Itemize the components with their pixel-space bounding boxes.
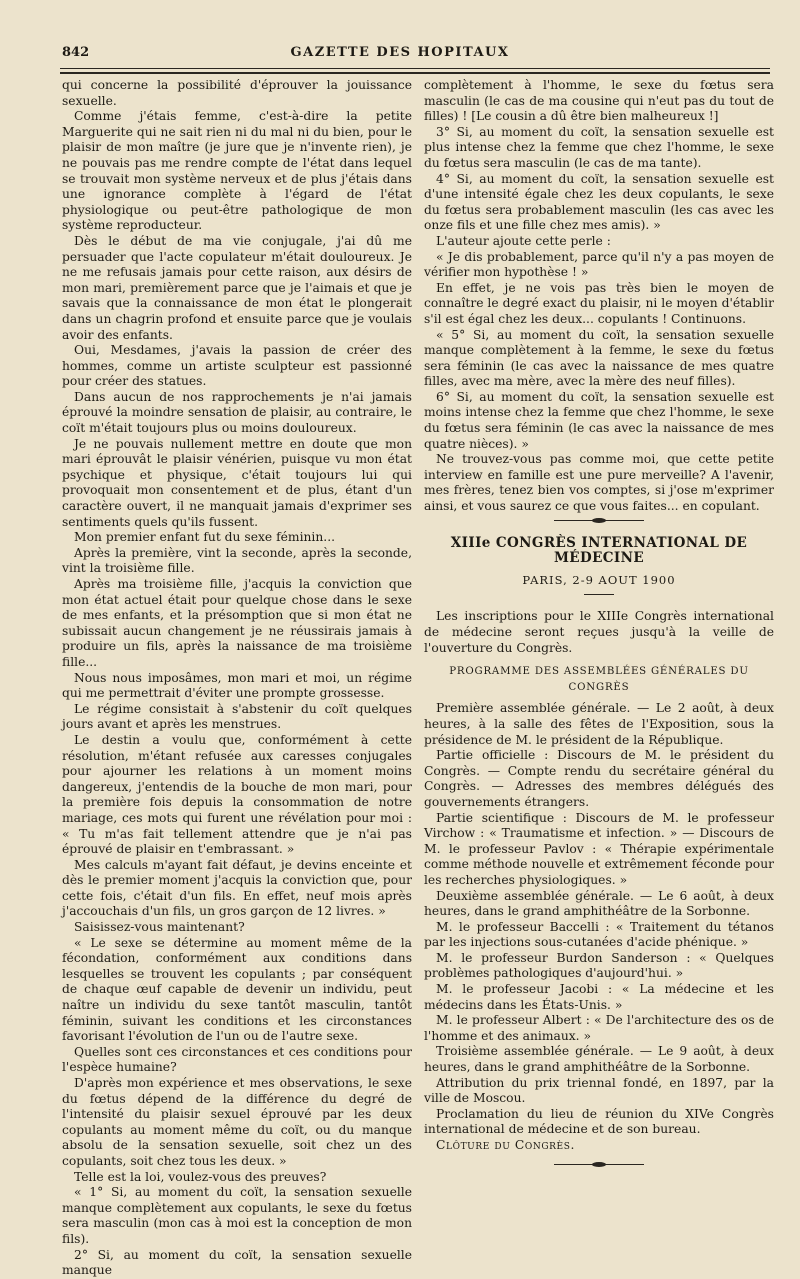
paragraph: Nous nous imposâmes, mon mari et moi, un régime qui me permettrait d'éviter une prompte grossesse. [62,670,412,701]
paragraph: qui concerne la possibilité d'éprouver la jouissance sexuelle. [62,78,412,108]
paragraph: 3° Si, au moment du coït, la sensation sexuelle est plus intense chez la femme que chez l'homme, le sexe du fœtus sera masculin (le cas de ma tante). [424,124,774,170]
paragraph: Oui, Mesdames, j'avais la passion de créer des hommes, comme un artiste sculpteur est passionné pour créer des statues. [62,343,412,389]
paragraph: Ne trouvez-vous pas comme moi, que cette petite interview en famille est une pure merveille? A l'avenir, mes frères, tenez bien vos comptes, si j'ose m'exprimer ainsi, et vous saurez ce que vous faites... en copulant. [424,452,774,514]
program-paragraph: M. le professeur Jacobi : « La médecine et les médecins dans les États-Unis. » [424,982,774,1012]
paragraph: Après la première, vint la seconde, après la seconde, vint la troisième fille. [62,545,412,576]
page-number: 842 [62,45,90,60]
paragraph: Mes calculs m'ayant fait défaut, je devins enceinte et dès le premier moment j'acquis la conviction que, pour cette fois, c'était d'un fils. En effet, neuf mois après j'accouchais d'un fils, un gros garçon de 12 livres. » [62,857,412,919]
paragraph: L'auteur ajoute cette perle : [436,233,611,248]
paragraph: 6° Si, au moment du coït, la sensation sexuelle est moins intense chez la femme que chez l'homme, le sexe du fœtus sera féminin (le cas avec la naissance de mes quatre nièces). » [424,389,774,451]
paragraph: « 1° Si, au moment du coït, la sensation sexuelle manque complètement aux copulants, le sexe du fœtus sera masculin (mon cas à moi est la conception de mon fils). [62,1185,412,1246]
program-paragraph: Première assemblée générale. — Le 2 août, à deux heures, à la salle des fêtes de l'Exposition, sous la présidence de M. le président de la République. [424,701,774,747]
program-paragraph: M. le professeur Baccelli : « Traitement du tétanos par les injections sous-cutanées d'acide phénique. » [424,919,774,950]
paragraph: Mon premier enfant fut du sexe féminin... [74,530,336,545]
paragraph: complètement à l'homme, le sexe du fœtus sera masculin (le cas de ma cousine qui n'eut pas du tout de filles) ! [Le cousin a dû être bien malheureux !] [424,78,774,124]
program-heading: PROGRAMME DES ASSEMBLÉES GÉNÉRALES DU CONGRÈS [449,666,749,693]
congress-date: PARIS, 2-9 AOUT 1900 [522,572,676,587]
ornamental-separator [554,520,644,524]
ornamental-separator [554,1164,644,1168]
header-rule-thick [60,72,770,74]
left-column [62,78,412,1279]
paragraph: Quelles sont ces circonstances et ces conditions pour l'espèce humaine? [62,1044,412,1075]
program-paragraph: Proclamation du lieu de réunion du XIVe Congrès international de médecine et de son bureau. [424,1106,774,1137]
paragraph: 2° Si, au moment du coït, la sensation sexuelle manque [62,1247,412,1278]
program-paragraph: Attribution du prix triennal fondé, en 1897, par la ville de Moscou. [424,1075,774,1106]
program-paragraph: M. le professeur Albert : « De l'architecture des os de l'homme et des animaux. » [424,1013,774,1043]
paragraph: Saisissez-vous maintenant? [74,920,245,935]
paragraph: « Je dis probablement, parce qu'il n'y a pas moyen de vérifier mon hypothèse ! » [424,249,774,280]
congress-intro: Les inscriptions pour le XIIIe Congrès international de médecine seront reçues jusqu'à la veille de l'ouverture du Congrès. [424,609,774,655]
paragraph: Comme j'étais femme, c'est-à-dire la petite Marguerite qui ne sait rien ni du mal ni du bien, pour le plaisir de mon maître (je jure que je n'invente rien), je ne pouvais pas me rendre compte de l'état dans lequel se trouvait mon système nerveux et de plus j'étais dans une ignorance complète à l'égard de l'état physiologique ou peut-être pathologique de mon système reproducteur. [62,109,412,233]
program-paragraph: Partie officielle : Discours de M. le président du Congrès. — Compte rendu du secrétaire général du Congrès. — Adresses des membres délégués des gouvernements étrangers. [424,748,774,809]
paragraph: « Le sexe se détermine au moment même de la fécondation, conformément aux conditions dans lesquelles se trouvent les copulants ; par conséquent de chaque œuf capable de devenir un individu, peut naître un individu du sexe tantôt masculin, tantôt féminin, suivant les conditions et les circonstances favorisant l'évolution de l'un ou de l'autre sexe. [62,935,412,1044]
paragraph: Après ma troisième fille, j'acquis la conviction que mon état actuel était pour quelque chose dans le sexe de mes enfants, et la présomption que si mon état ne subissait aucun changement je ne réussirais jamais à produire un fils, après la naissance de ma troisième fille... [62,577,412,669]
paragraph: « 5° Si, au moment du coït, la sensation sexuelle manque complètement à la femme, le sexe du fœtus sera féminin (le cas avec la naissance de mes quatre filles, avec ma mère, avec la mère des neuf filles). [424,327,774,389]
paragraph: Le destin a voulu que, conformément à cette résolution, m'étant refusée aux caresses conjugales pour ajourner les relations à un moment moins dangereux, j'entendis de la bouche de mon mari, pour la première fois depuis la consommation de notre mariage, ces mots qui furent une révélation pour moi : « Tu m'as fait tellement attendre que je n'ai pas éprouvé de plaisir en t'embrassant. » [62,732,412,857]
paragraph: Telle est la loi, voulez-vous des preuves? [74,1169,327,1184]
paragraph: Dans aucun de nos rapprochements je n'ai jamais éprouvé la moindre sensation de plaisir, au contraire, le coït m'était toujours plus ou moins douloureux. [62,389,412,436]
paragraph: Le régime consistait à s'abstenir du coït quelques jours avant et après les menstrues. [62,701,412,732]
paragraph: Dès le début de ma vie conjugale, j'ai dû me persuader que l'acte copulateur m'était douloureux. Je ne me refusais jamais pour cette raison, aux désirs de mon mari, premièrement parce que je l'aimais et que je savais que la connaissance de mon état le plongerait dans un chagrin profond et ensuite parce que je voulais avoir des enfants. [62,233,412,342]
header-rule [60,68,770,69]
program-paragraph: Partie scientifique : Discours de M. le professeur Virchow : « Traumatisme et infection. » — Discours de M. le professeur Pavlov : « Thérapie expérimentale comme méthode nouvelle et extrêmement féconde pour les recherches physiologiques. » [424,810,774,887]
right-column [424,78,774,1180]
program-paragraph: Deuxième assemblée générale. — Le 6 août, à deux heures, dans le grand amphithéâtre de la Sorbonne. [424,888,774,919]
closing-line: Clôture du Congrès. [436,1138,575,1152]
paragraph: Je ne pouvais nullement mettre en doute que mon mari éprouvât le plaisir vénérien, puisque vu mon état psychique et physique, c'était toujours lui qui provoquait mon consentement et de plus, étant d'un caractère ouvert, il ne manquait jamais d'exprimer ses sentiments quels qu'ils fussent. [62,436,412,529]
paragraph: 4° Si, au moment du coït, la sensation sexuelle est d'une intensité égale chez les deux copulants, le sexe du fœtus sera probablement masculin (les cas avec les onze fils et une fille chez mes amis). » [424,171,774,233]
paragraph: En effet, je ne vois pas très bien le moyen de connaître le degré exact du plaisir, ni le moyen d'établir s'il est égal chez les deux... copulants ! Continuons. [424,280,774,326]
program-paragraph: Troisième assemblée générale. — Le 9 août, à deux heures, dans le grand amphithéâtre de la Sorbonne. [424,1044,774,1075]
paragraph: D'après mon expérience et mes observations, le sexe du fœtus dépend de la différence du degré de l'intensité du plaisir sexuel éprouvé par les deux copulants au moment même du coït, ou du manque absolu de la sensation sexuelle, soit chez un des copulants, soit chez tous les deux. » [62,1076,412,1168]
title-rule [584,594,614,595]
program-paragraph: M. le professeur Burdon Sanderson : « Quelques problèmes pathologiques d'aujourd'hui. » [424,950,774,981]
running-title: GAZETTE DES HOPITAUX [290,45,510,60]
congress-title: XIIIe CONGRÈS INTERNATIONAL DE MÉDECINE [450,534,748,567]
